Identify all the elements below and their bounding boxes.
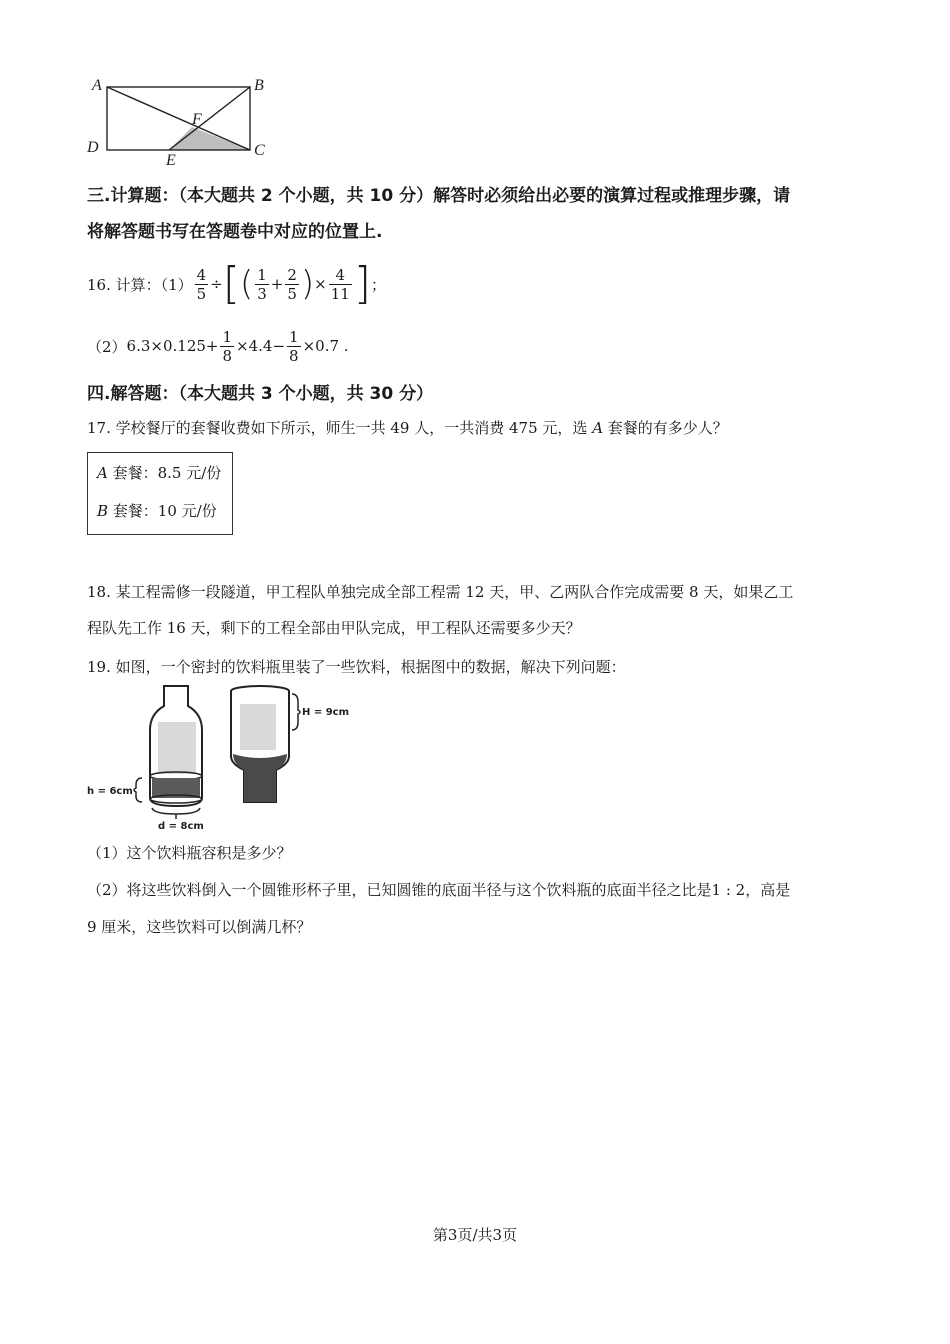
frac-den: 8: [222, 346, 233, 365]
label-H-9cm: H = 9cm: [302, 707, 350, 718]
section4-heading: 四.解答题：（本大题共 3 个小题，共 30 分）: [87, 384, 434, 404]
section3-heading-line1: 三.计算题：（本大题共 2 个小题，共 10 分）解答时必须给出必要的演算过程或推理步骤，请: [87, 186, 791, 206]
rectangle-figure: [82, 72, 282, 172]
right-bracket: ]: [353, 258, 372, 309]
q17-var-a: A: [592, 419, 604, 437]
frac-den: 8: [289, 346, 299, 365]
q16-part2-a: 6.3×0.125+: [126, 337, 219, 355]
label-d-8cm: d = 8cm: [158, 821, 204, 832]
price-row-a: [97, 462, 221, 483]
price-box: [87, 452, 233, 535]
frac-num: 4: [335, 265, 346, 284]
q16-part1-end: ；: [371, 275, 387, 294]
frac-num: 1: [222, 327, 233, 346]
q16-frac-4-5: [195, 266, 209, 303]
right-paren: ): [300, 264, 315, 304]
q16-part1: [87, 259, 386, 309]
frac-den: 11: [330, 284, 350, 303]
label-e: E: [166, 152, 176, 169]
price-row-b: [97, 500, 217, 521]
bottle-inverted: [231, 686, 300, 802]
frac-num: 2: [287, 265, 297, 284]
q16-part2: [87, 324, 349, 368]
page-footer: 第3页/共3页: [432, 1226, 518, 1244]
q19-sub1: （1）这个饮料瓶容积是多少？: [87, 844, 292, 862]
q16-frac-4-11: [329, 266, 352, 303]
q16-div-sign: ÷: [210, 275, 223, 293]
q16-frac-2-5: [285, 266, 299, 303]
bottle-figure: [82, 682, 352, 832]
q17-text-after: 套餐的有多少人？: [603, 419, 728, 437]
q16-frac-1-8-b: [287, 328, 301, 365]
q17-text-before: 17. 学校餐厅的套餐收费如下所示，师生一共 49 人，一共消费 475 元，选: [87, 419, 593, 437]
label-f: F: [192, 111, 202, 128]
q19-sub2-line1: （2）将这些饮料倒入一个圆锥形杯子里，已知圆锥的底面半径与这个饮料瓶的底面半径之比是1 : 2，高是: [87, 881, 791, 899]
q16-prefix: 16. 计算：（1）: [87, 275, 193, 294]
q18-line1: 18. 某工程需修一段隧道，甲工程队单独完成全部工程需 12 天，甲、乙两队合作完成需要 8 天，如果乙工: [87, 583, 794, 601]
label-d: D: [87, 139, 99, 156]
label-c: C: [254, 142, 265, 159]
label-b: B: [254, 77, 264, 94]
q16-times-sign: ×: [314, 275, 327, 293]
frac-num: 1: [289, 327, 299, 346]
label-a: A: [92, 77, 102, 94]
frac-num: 1: [257, 265, 267, 284]
frac-den: 3: [257, 284, 267, 303]
q17-question: [87, 418, 728, 438]
price-row-a-text: 套餐：8.5 元/份: [107, 464, 222, 482]
frac-den: 5: [196, 284, 207, 303]
q16-part2-label: （2）: [87, 337, 127, 356]
q16-plus-sign: +: [270, 275, 284, 293]
price-row-b-text: 套餐：10 元/份: [108, 502, 217, 520]
left-bracket: [: [222, 258, 240, 309]
bottle-upright: [134, 686, 202, 819]
q18-line2: 程队先工作 16 天，剩下的工程全部由甲队完成，甲工程队还需要多少天？: [87, 619, 581, 637]
price-row-b-var: B: [97, 502, 109, 520]
frac-num: 4: [196, 265, 207, 284]
q19-line1: 19. 如图，一个密封的饮料瓶里装了一些饮料，根据图中的数据，解决下列问题：: [87, 658, 626, 676]
q16-part2-b: ×4.4−: [236, 337, 286, 355]
label-h-6cm: h = 6cm: [87, 786, 133, 797]
section3-heading-line2: 将解答题书写在答题卷中对应的位置上.: [87, 222, 383, 242]
q16-part2-c: ×0.7 .: [302, 337, 349, 355]
q16-frac-1-3: [255, 266, 269, 303]
frac-den: 5: [287, 284, 297, 303]
q19-sub2-line2: 9 厘米，这些饮料可以倒满几杯？: [87, 918, 312, 936]
q16-frac-1-8-a: [220, 328, 234, 365]
left-paren: (: [239, 264, 254, 304]
shaded-triangle: [169, 127, 250, 150]
price-row-a-var: A: [97, 464, 108, 482]
